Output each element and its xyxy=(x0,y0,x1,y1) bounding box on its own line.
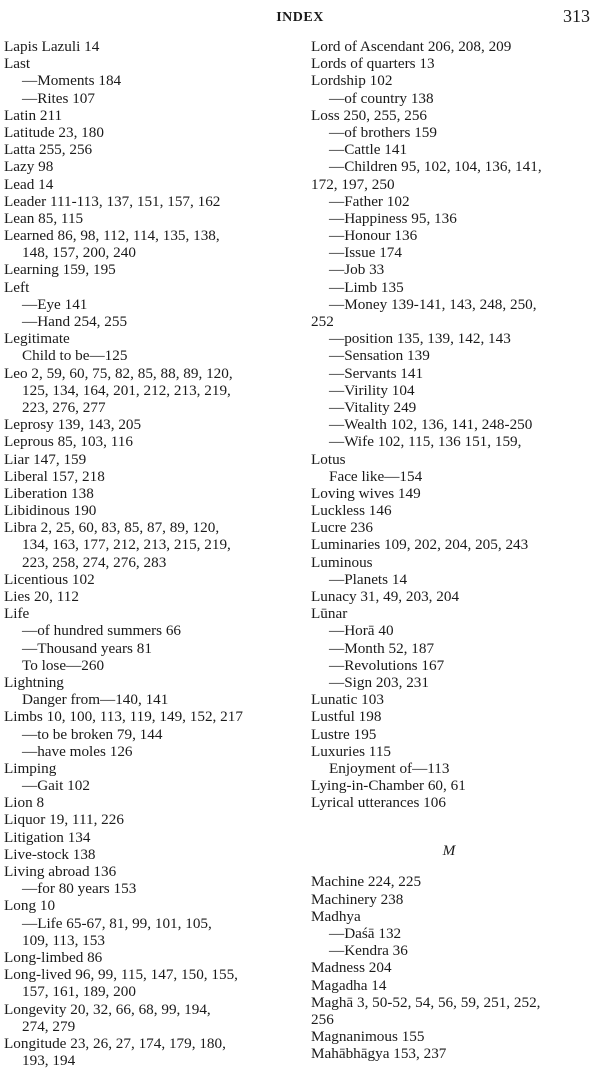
index-entry: —Wife 102, 115, 136 151, 159, xyxy=(329,433,522,451)
index-entry: Child to be—125 xyxy=(22,347,128,365)
index-entry: Leader 111-113, 137, 151, 157, 162 xyxy=(4,192,221,210)
index-entry: Last xyxy=(4,55,31,73)
index-entry: Danger from—140, 141 xyxy=(22,691,169,709)
index-entry: 193, 194 xyxy=(22,1052,76,1070)
index-entry: Latitude 23, 180 xyxy=(4,123,104,141)
index-entry: —Thousand years 81 xyxy=(22,639,152,657)
index-entry: Lordship 102 xyxy=(311,72,393,90)
index-entry: Longevity 20, 32, 66, 68, 99, 194, xyxy=(4,1000,211,1018)
index-entry: Left xyxy=(4,278,30,296)
index-entry: —Father 102 xyxy=(329,192,410,210)
index-entry: Learning 159, 195 xyxy=(4,261,116,279)
index-entry: Limping xyxy=(4,759,57,777)
index-entry: Living abroad 136 xyxy=(4,863,117,880)
index-entry: Long-lived 96, 99, 115, 147, 150, 155, xyxy=(4,966,238,984)
index-entry: Madhya xyxy=(311,907,361,925)
index-entry: Live-stock 138 xyxy=(4,845,96,863)
index-entry: Learned 86, 98, 112, 114, 135, 138, xyxy=(4,227,220,245)
index-entry: —Happiness 95, 136 xyxy=(329,209,457,227)
index-entry: Long-limbed 86 xyxy=(4,948,103,966)
index-entry: —Limb 135 xyxy=(329,278,404,296)
index-entry: Libra 2, 25, 60, 83, 85, 87, 89, 120, xyxy=(4,519,220,537)
index-entry: —of brothers 159 xyxy=(329,123,437,141)
index-entry: Liberation 138 xyxy=(4,484,94,502)
index-entry: —Servants 141 xyxy=(329,364,424,382)
index-entry: Long 10 xyxy=(4,897,56,915)
index-entry: 274, 279 xyxy=(22,1017,76,1035)
section-gap-after xyxy=(311,863,597,873)
index-entry: Luxuries 115 xyxy=(311,742,392,760)
index-entry: Lies 20, 112 xyxy=(4,588,79,605)
index-entry: Lustre 195 xyxy=(311,725,377,743)
index-entry: Luckless 146 xyxy=(311,502,392,520)
index-entry: —Moments 184 xyxy=(22,72,122,90)
index-entry: Lying-in-Chamber 60, 61 xyxy=(311,777,466,795)
index-entry: Lunatic 103 xyxy=(311,691,384,709)
index-entry: Licentious 102 xyxy=(4,570,95,588)
index-entry: —of hundred summers 66 xyxy=(22,622,182,640)
index-entry: 223, 258, 274, 276, 283 xyxy=(22,553,167,571)
index-entry: Leo 2, 59, 60, 75, 82, 85, 88, 89, 120, xyxy=(4,364,233,382)
index-entry: Magnanimous 155 xyxy=(311,1028,425,1046)
index-entry: Face like—154 xyxy=(329,467,423,485)
index-entry: 256 xyxy=(311,1010,334,1028)
index-entry: 134, 163, 177, 212, 213, 215, 219, xyxy=(22,536,231,554)
index-entry: —Virility 104 xyxy=(329,381,415,399)
index-entry: Maghā 3, 50-52, 54, 56, 59, 251, 252, xyxy=(311,993,541,1011)
index-entry: Leprosy 139, 143, 205 xyxy=(4,416,142,434)
index-entry: Lion 8 xyxy=(4,794,45,812)
index-entry: Madness 204 xyxy=(311,959,392,977)
index-entry: —position 135, 139, 142, 143 xyxy=(329,330,511,348)
index-entry: Lords of quarters 13 xyxy=(311,55,435,73)
index-entry: —of country 138 xyxy=(329,89,434,107)
index-entry: —Planets 14 xyxy=(329,570,408,588)
page-number: 313 xyxy=(563,6,590,26)
index-entry: —Money 139-141, 143, 248, 250, xyxy=(329,295,537,313)
index-entries-l-continued xyxy=(311,38,597,811)
index-column-left xyxy=(4,38,296,1069)
index-entry: Lunacy 31, 49, 203, 204 xyxy=(311,588,460,605)
index-entry: Lazy 98 xyxy=(4,158,54,176)
index-entry: —have moles 126 xyxy=(22,742,133,760)
index-entry: —Gait 102 xyxy=(22,777,90,795)
index-entry: Liberal 157, 218 xyxy=(4,467,105,485)
index-entry: —to be broken 79, 144 xyxy=(22,725,163,743)
index-column-right xyxy=(311,38,597,1063)
index-entry: Lightning xyxy=(4,673,64,691)
index-entry: Lead 14 xyxy=(4,175,54,193)
index-entry: Litigation 134 xyxy=(4,828,91,846)
index-entry: Leprous 85, 103, 116 xyxy=(4,433,133,451)
index-entry: —Vitality 249 xyxy=(329,398,417,416)
index-entry: Lyrical utterances 106 xyxy=(311,794,446,812)
index-entry: Latta 255, 256 xyxy=(4,141,93,159)
index-entry: Latin 211 xyxy=(4,106,63,124)
index-entry: 109, 113, 153 xyxy=(22,931,105,949)
section-letter-heading: M xyxy=(442,842,456,860)
index-entry: Lapis Lazuli 14 xyxy=(4,38,100,55)
running-head-title: INDEX xyxy=(276,10,324,25)
index-entry: —Children 95, 102, 104, 136, 141, xyxy=(329,158,542,176)
index-entry: Lord of Ascendant 206, 208, 209 xyxy=(311,38,512,55)
index-entry: 125, 134, 164, 201, 212, 213, 219, xyxy=(22,381,231,399)
index-entry: Mahābhāgya 153, 237 xyxy=(311,1045,447,1063)
index-entry: Legitimate xyxy=(4,330,70,348)
index-entries-m xyxy=(311,873,597,1062)
index-entry: —Cattle 141 xyxy=(329,141,408,159)
index-entry: Liquor 19, 111, 226 xyxy=(4,811,124,829)
index-entry: —for 80 years 153 xyxy=(22,880,137,898)
index-entry: Liar 147, 159 xyxy=(4,450,87,468)
index-entry: Enjoyment of—113 xyxy=(329,759,450,777)
index-entry: Lotus xyxy=(311,450,346,468)
index-entry: Loss 250, 255, 256 xyxy=(311,106,428,124)
page-header xyxy=(0,6,600,36)
index-entry: —Rites 107 xyxy=(22,89,95,107)
index-entry: Loving wives 149 xyxy=(311,484,421,502)
index-entry: —Horā 40 xyxy=(329,622,394,640)
index-entry: Longitude 23, 26, 27, 174, 179, 180, xyxy=(4,1034,226,1052)
index-entry: Lucre 236 xyxy=(311,519,373,537)
index-entry: Lustful 198 xyxy=(311,708,382,726)
index-entry: —Eye 141 xyxy=(22,295,88,313)
index-entry: —Month 52, 187 xyxy=(329,639,435,657)
index-entry: 223, 276, 277 xyxy=(22,398,106,416)
index-entry: Life xyxy=(4,605,30,623)
index-entry: —Sensation 139 xyxy=(329,347,430,365)
index-entry: Limbs 10, 100, 113, 119, 149, 152, 217 xyxy=(4,708,243,726)
index-entry: —Issue 174 xyxy=(329,244,402,262)
index-entry: Libidinous 190 xyxy=(4,502,97,520)
index-entry: Magadha 14 xyxy=(311,976,387,994)
index-entry: —Hand 254, 255 xyxy=(22,313,128,330)
index-entry: 148, 157, 200, 240 xyxy=(22,244,136,262)
index-entry: 172, 197, 250 xyxy=(311,175,395,193)
index-entry: 252 xyxy=(311,313,334,330)
index-entry: —Sign 203, 231 xyxy=(329,673,429,691)
index-entry: —Job 33 xyxy=(329,261,385,279)
index-entry: Machinery 238 xyxy=(311,890,404,908)
index-entry: Machine 224, 225 xyxy=(311,873,422,891)
section-gap xyxy=(311,811,597,839)
index-entry: Luminaries 109, 202, 204, 205, 243 xyxy=(311,536,529,554)
index-entry: —Wealth 102, 136, 141, 248-250 xyxy=(329,416,533,434)
index-entry: 157, 161, 189, 200 xyxy=(22,983,136,1001)
index-entry: —Daśā 132 xyxy=(329,925,402,942)
index-entry: —Honour 136 xyxy=(329,227,418,245)
index-entry: —Revolutions 167 xyxy=(329,656,445,674)
index-entry: —Life 65-67, 81, 99, 101, 105, xyxy=(22,914,212,932)
index-entry: Lean 85, 115 xyxy=(4,209,84,227)
index-entry: Lūnar xyxy=(311,605,348,623)
index-entry: —Kendra 36 xyxy=(329,942,408,960)
index-entry: Luminous xyxy=(311,553,373,571)
index-entry: To lose—260 xyxy=(22,656,105,674)
